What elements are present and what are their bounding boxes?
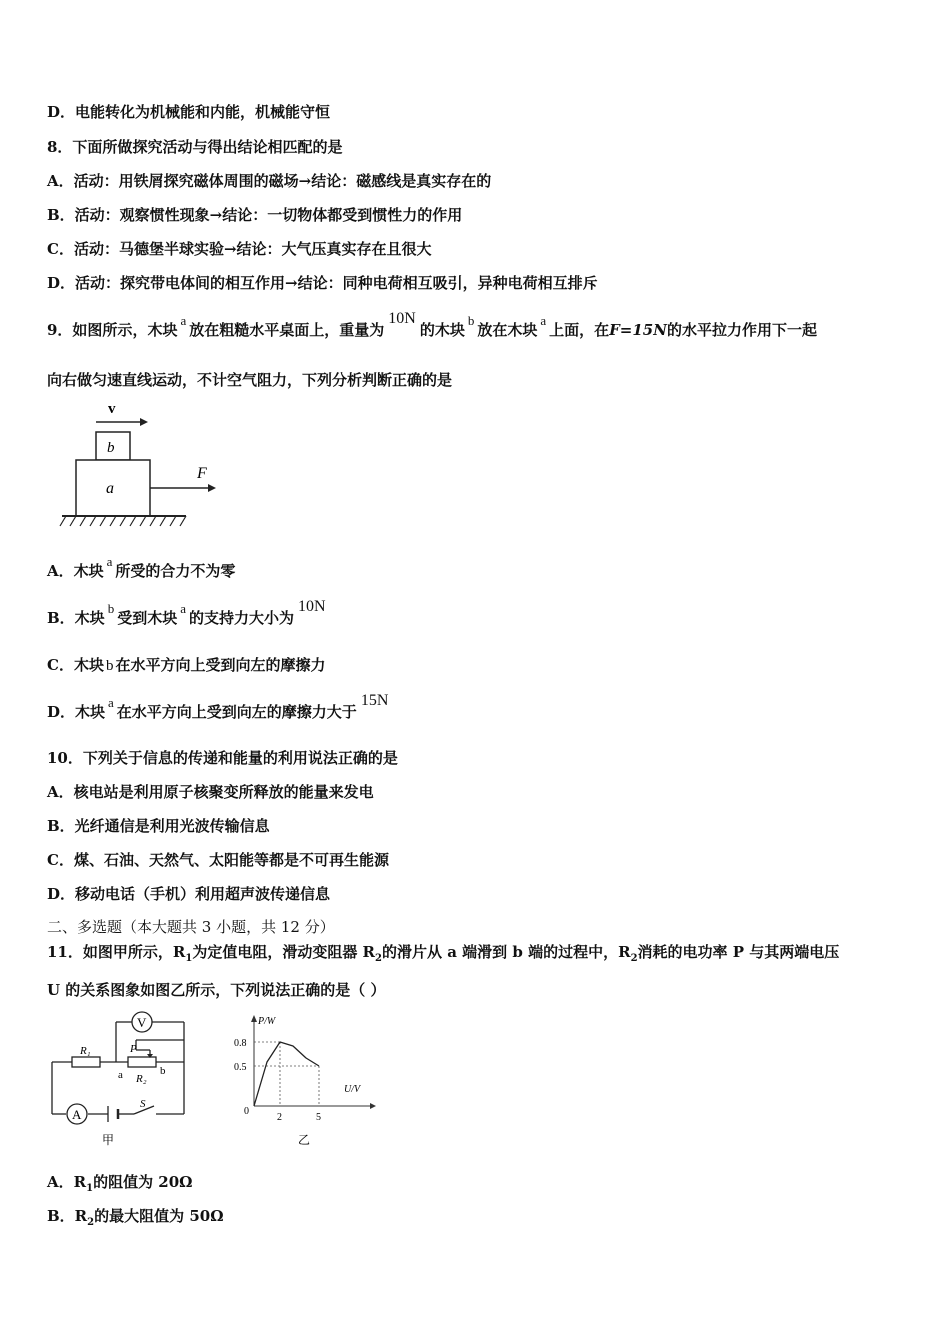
fig-block-b-label: b <box>107 440 115 456</box>
q10-option-a: A．核电站是利用原子核聚变所释放的能量来发电 <box>47 783 374 801</box>
section-heading: 二、多选题（本大题共 3 小题，共 12 分） <box>47 918 335 936</box>
option-text: 所受的合力不为零 <box>115 562 236 580</box>
fig-velocity-label: v <box>108 401 116 417</box>
q8-option-a: A．活动：用铁屑探究磁体周围的磁场→结论：磁感线是真实存在的 <box>47 172 492 190</box>
resistor-r1 <box>72 1057 100 1067</box>
origin-label: 0 <box>244 1106 249 1117</box>
ammeter-label: A <box>72 1107 82 1122</box>
fig-force-label: F <box>197 465 207 482</box>
option-text: B．R <box>47 1207 88 1225</box>
q11-power-graph <box>228 1010 378 1150</box>
y-tick-label: 0.5 <box>234 1062 247 1073</box>
option-label-b: b <box>105 658 114 674</box>
option-label-a: a <box>106 554 113 569</box>
velocity-arrowhead <box>140 418 148 426</box>
q9-block-figure <box>60 398 207 530</box>
q11-stem-line2: U 的关系图象如图乙所示，下列说法正确的是（ ） <box>47 981 386 999</box>
option-label-a: a <box>180 601 186 616</box>
q11-text: 为定值电阻，滑动变阻器 R <box>192 943 376 961</box>
option-text: B．木块 <box>47 609 105 627</box>
q8-stem: 8．下面所做探究活动与得出结论相匹配的是 <box>47 138 343 156</box>
option-text: 在水平方向上受到向左的摩擦力大于 <box>116 703 357 721</box>
x-tick-label: 2 <box>277 1112 282 1123</box>
q9-text: 上面，在 <box>549 321 610 339</box>
option-text: A．木块 <box>47 562 104 580</box>
q9-text: 放在粗糙水平桌面上，重量为 <box>189 321 385 339</box>
terminal-a-label: a <box>118 1069 123 1081</box>
q11-option-b <box>47 1206 224 1229</box>
q11-stem-line1 <box>47 942 839 965</box>
option-subscript: 2 <box>87 1217 95 1228</box>
q9-text: 的木块 <box>419 321 465 339</box>
q11-subscript: 2 <box>630 953 638 964</box>
option-subscript: 1 <box>86 1183 94 1194</box>
fig-block-a-label: a <box>106 480 114 497</box>
q11-text: 消耗的电功率 P 与其两端电压 <box>637 943 840 961</box>
q8-option-b: B．活动：观察惯性现象→结论：一切物体都受到惯性力的作用 <box>47 206 463 224</box>
q7-option-d: D．电能转化为机械能和内能，机械能守恒 <box>47 103 331 121</box>
power-curve <box>254 1042 319 1106</box>
x-axis-label: U/V <box>344 1084 361 1095</box>
option-text: A．R <box>47 1173 87 1191</box>
q9-stem-line1 <box>47 310 817 341</box>
ground-hatching <box>60 516 186 526</box>
option-label-a: a <box>108 695 114 710</box>
option-text: 的支持力大小为 <box>188 609 294 627</box>
q11-subscript: 2 <box>375 953 382 964</box>
option-weight: 10N <box>298 598 326 615</box>
terminal-b-label: b <box>160 1065 166 1077</box>
q11-option-a <box>47 1172 193 1195</box>
q8-option-c: C．活动：马德堡半球实验→结论：大气压真实存在且很大 <box>47 240 432 258</box>
q9-force: F=15N <box>609 321 667 339</box>
force-arrowhead <box>208 484 216 492</box>
q10-option-b: B．光纤通信是利用光波传输信息 <box>47 817 270 835</box>
q11-circuit-diagram <box>44 1010 194 1150</box>
option-label-b: b <box>107 601 115 616</box>
voltmeter-label: V <box>137 1015 147 1030</box>
slider-label: P <box>130 1043 137 1055</box>
q9-stem-line2: 向右做匀速直线运动，不计空气阻力，下列分析判断正确的是 <box>47 371 453 389</box>
q10-stem: 10．下列关于信息的传递和能量的利用说法正确的是 <box>47 749 398 767</box>
q9-text: 放在木块 <box>477 321 538 339</box>
q10-option-c: C．煤、石油、天然气、太阳能等都是不可再生能源 <box>47 851 389 869</box>
option-text: 的最大阻值为 50Ω <box>94 1207 224 1225</box>
q10-option-d: D．移动电话（手机）利用超声波传递信息 <box>47 885 331 903</box>
q9-option-c <box>47 655 325 676</box>
r1-label: R₁ <box>80 1045 91 1057</box>
x-tick-label: 5 <box>316 1112 321 1123</box>
q9-text: 的水平拉力作用下一起 <box>666 321 817 339</box>
y-tick-label: 0.8 <box>234 1038 247 1049</box>
option-text: D．木块 <box>47 703 106 721</box>
option-text: C．木块 <box>47 656 104 674</box>
graph-caption: 乙 <box>298 1133 311 1147</box>
x-axis-arrow <box>370 1103 376 1109</box>
q9-label-a: a <box>180 313 187 328</box>
q8-option-d: D．活动：探究带电体间的相互作用→结论：同种电荷相互吸引，异种电荷相互排斥 <box>47 274 598 292</box>
option-text: 受到木块 <box>117 609 178 627</box>
q9-option-a <box>47 554 236 582</box>
r2-label: R₂ <box>136 1073 147 1085</box>
q9-text: 9．如图所示，木块 <box>47 321 178 339</box>
option-text: 在水平方向上受到向左的摩擦力 <box>115 656 326 674</box>
q11-text: 的滑片从 a 端滑到 b 端的过程中，R <box>381 943 631 961</box>
option-friction-value: 15N <box>360 692 389 709</box>
q9-label-a: a <box>540 313 547 328</box>
y-axis-label: P/W <box>258 1016 276 1027</box>
rheostat-r2 <box>128 1057 156 1067</box>
q9-option-b <box>47 598 330 629</box>
q11-subscript: 1 <box>185 953 193 964</box>
q11-text: 11．如图甲所示，R <box>47 943 186 961</box>
switch-label: S <box>140 1098 146 1110</box>
q9-option-d <box>47 692 392 723</box>
y-axis-arrow <box>251 1015 257 1022</box>
q9-weight: 10N <box>388 310 416 327</box>
q9-label-b: b <box>467 313 475 328</box>
option-text: 的阻值为 20Ω <box>93 1173 193 1191</box>
circuit-caption: 甲 <box>102 1133 115 1147</box>
